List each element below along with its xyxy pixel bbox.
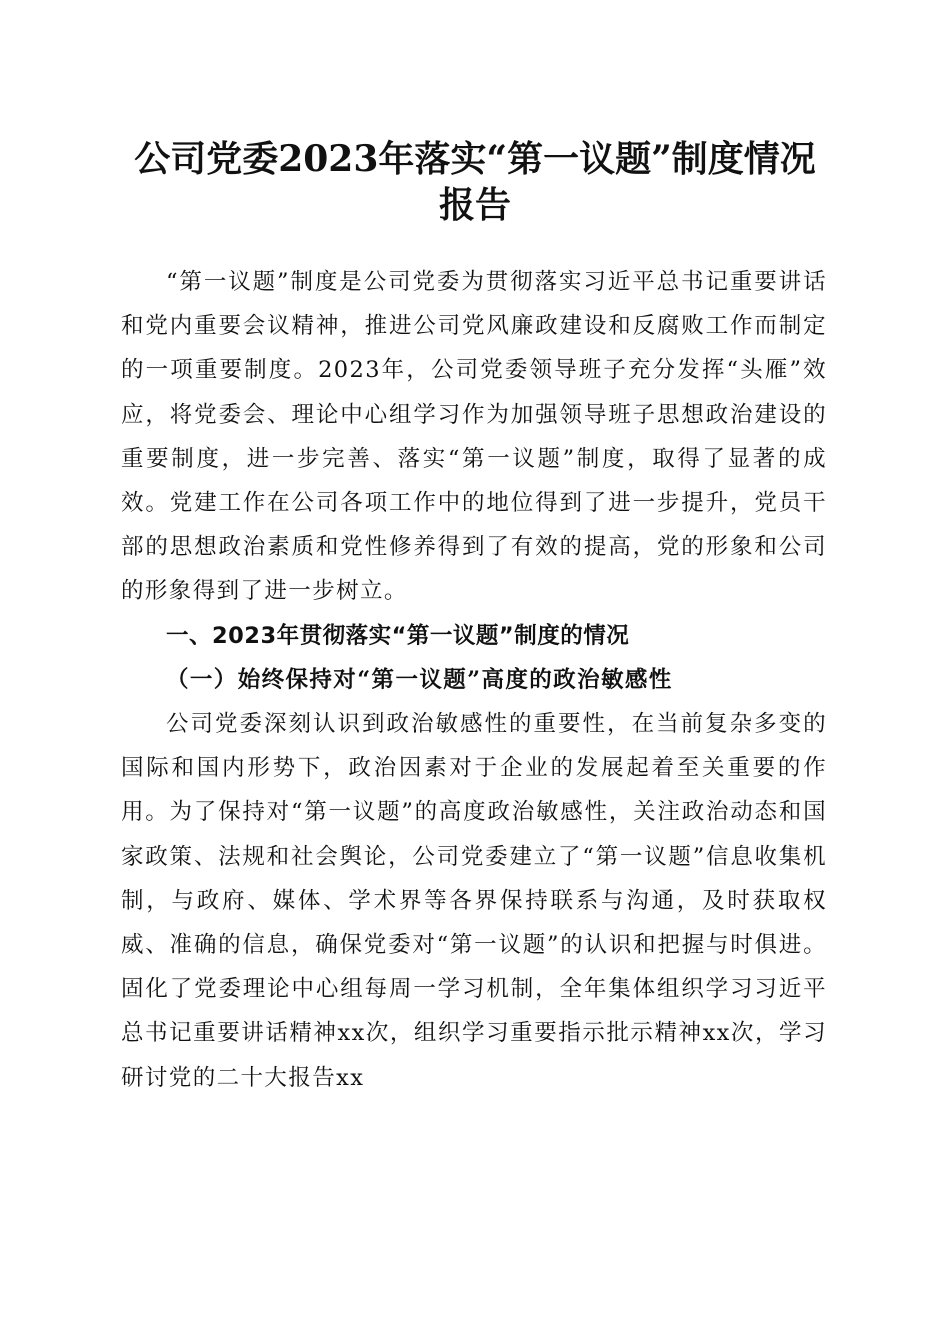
title-line-1: 公司党委2023年落实“第一议题”制度情况: [134, 138, 816, 180]
section-heading-1: 一、2023年贯彻落实“第一议题”制度的情况: [166, 622, 630, 649]
document-body: [121, 260, 827, 1100]
section-1-paragraph: 公司党委深刻认识到政治敏感性的重要性，在当前复杂多变的国际和国内形势下，政治因素对于企业的发展起着至关重要的作用。为了保持对“第一议题”的高度政治敏感性，关注政治动态和国家政策、法规和社会舆论，公司党委建立了“第一议题”信息收集机制，与政府、媒体、学术界等各界保持联系与沟通，及时获取权威、准确的信息，确保党委对“第一议题”的认识和把握与时俱进。固化了党委理论中心组每周一学习机制，全年集体组织学习习近平总书记重要讲话精神xx次，组织学习重要指示批示精神xx次，学习研讨党的二十大报告xx: [121, 711, 827, 1091]
document-title: [100, 136, 850, 228]
subsection-heading-1: （一）始终保持对“第一议题”高度的政治敏感性: [166, 666, 673, 693]
intro-paragraph: “第一议题”制度是公司党委为贯彻落实习近平总书记重要讲话和党内重要会议精神，推进公司党风廉政建设和反腐败工作而制定的一项重要制度。2023年，公司党委领导班子充分发挥“头雁”效应，将党委会、理论中心组学习作为加强领导班子思想政治建设的重要制度，进一步完善、落实“第一议题”制度，取得了显著的成效。党建工作在公司各项工作中的地位得到了进一步提升，党员干部的思想政治素质和党性修养得到了有效的提高，党的形象和公司的形象得到了进一步树立。: [121, 269, 827, 605]
title-line-2: 报告: [438, 184, 511, 226]
